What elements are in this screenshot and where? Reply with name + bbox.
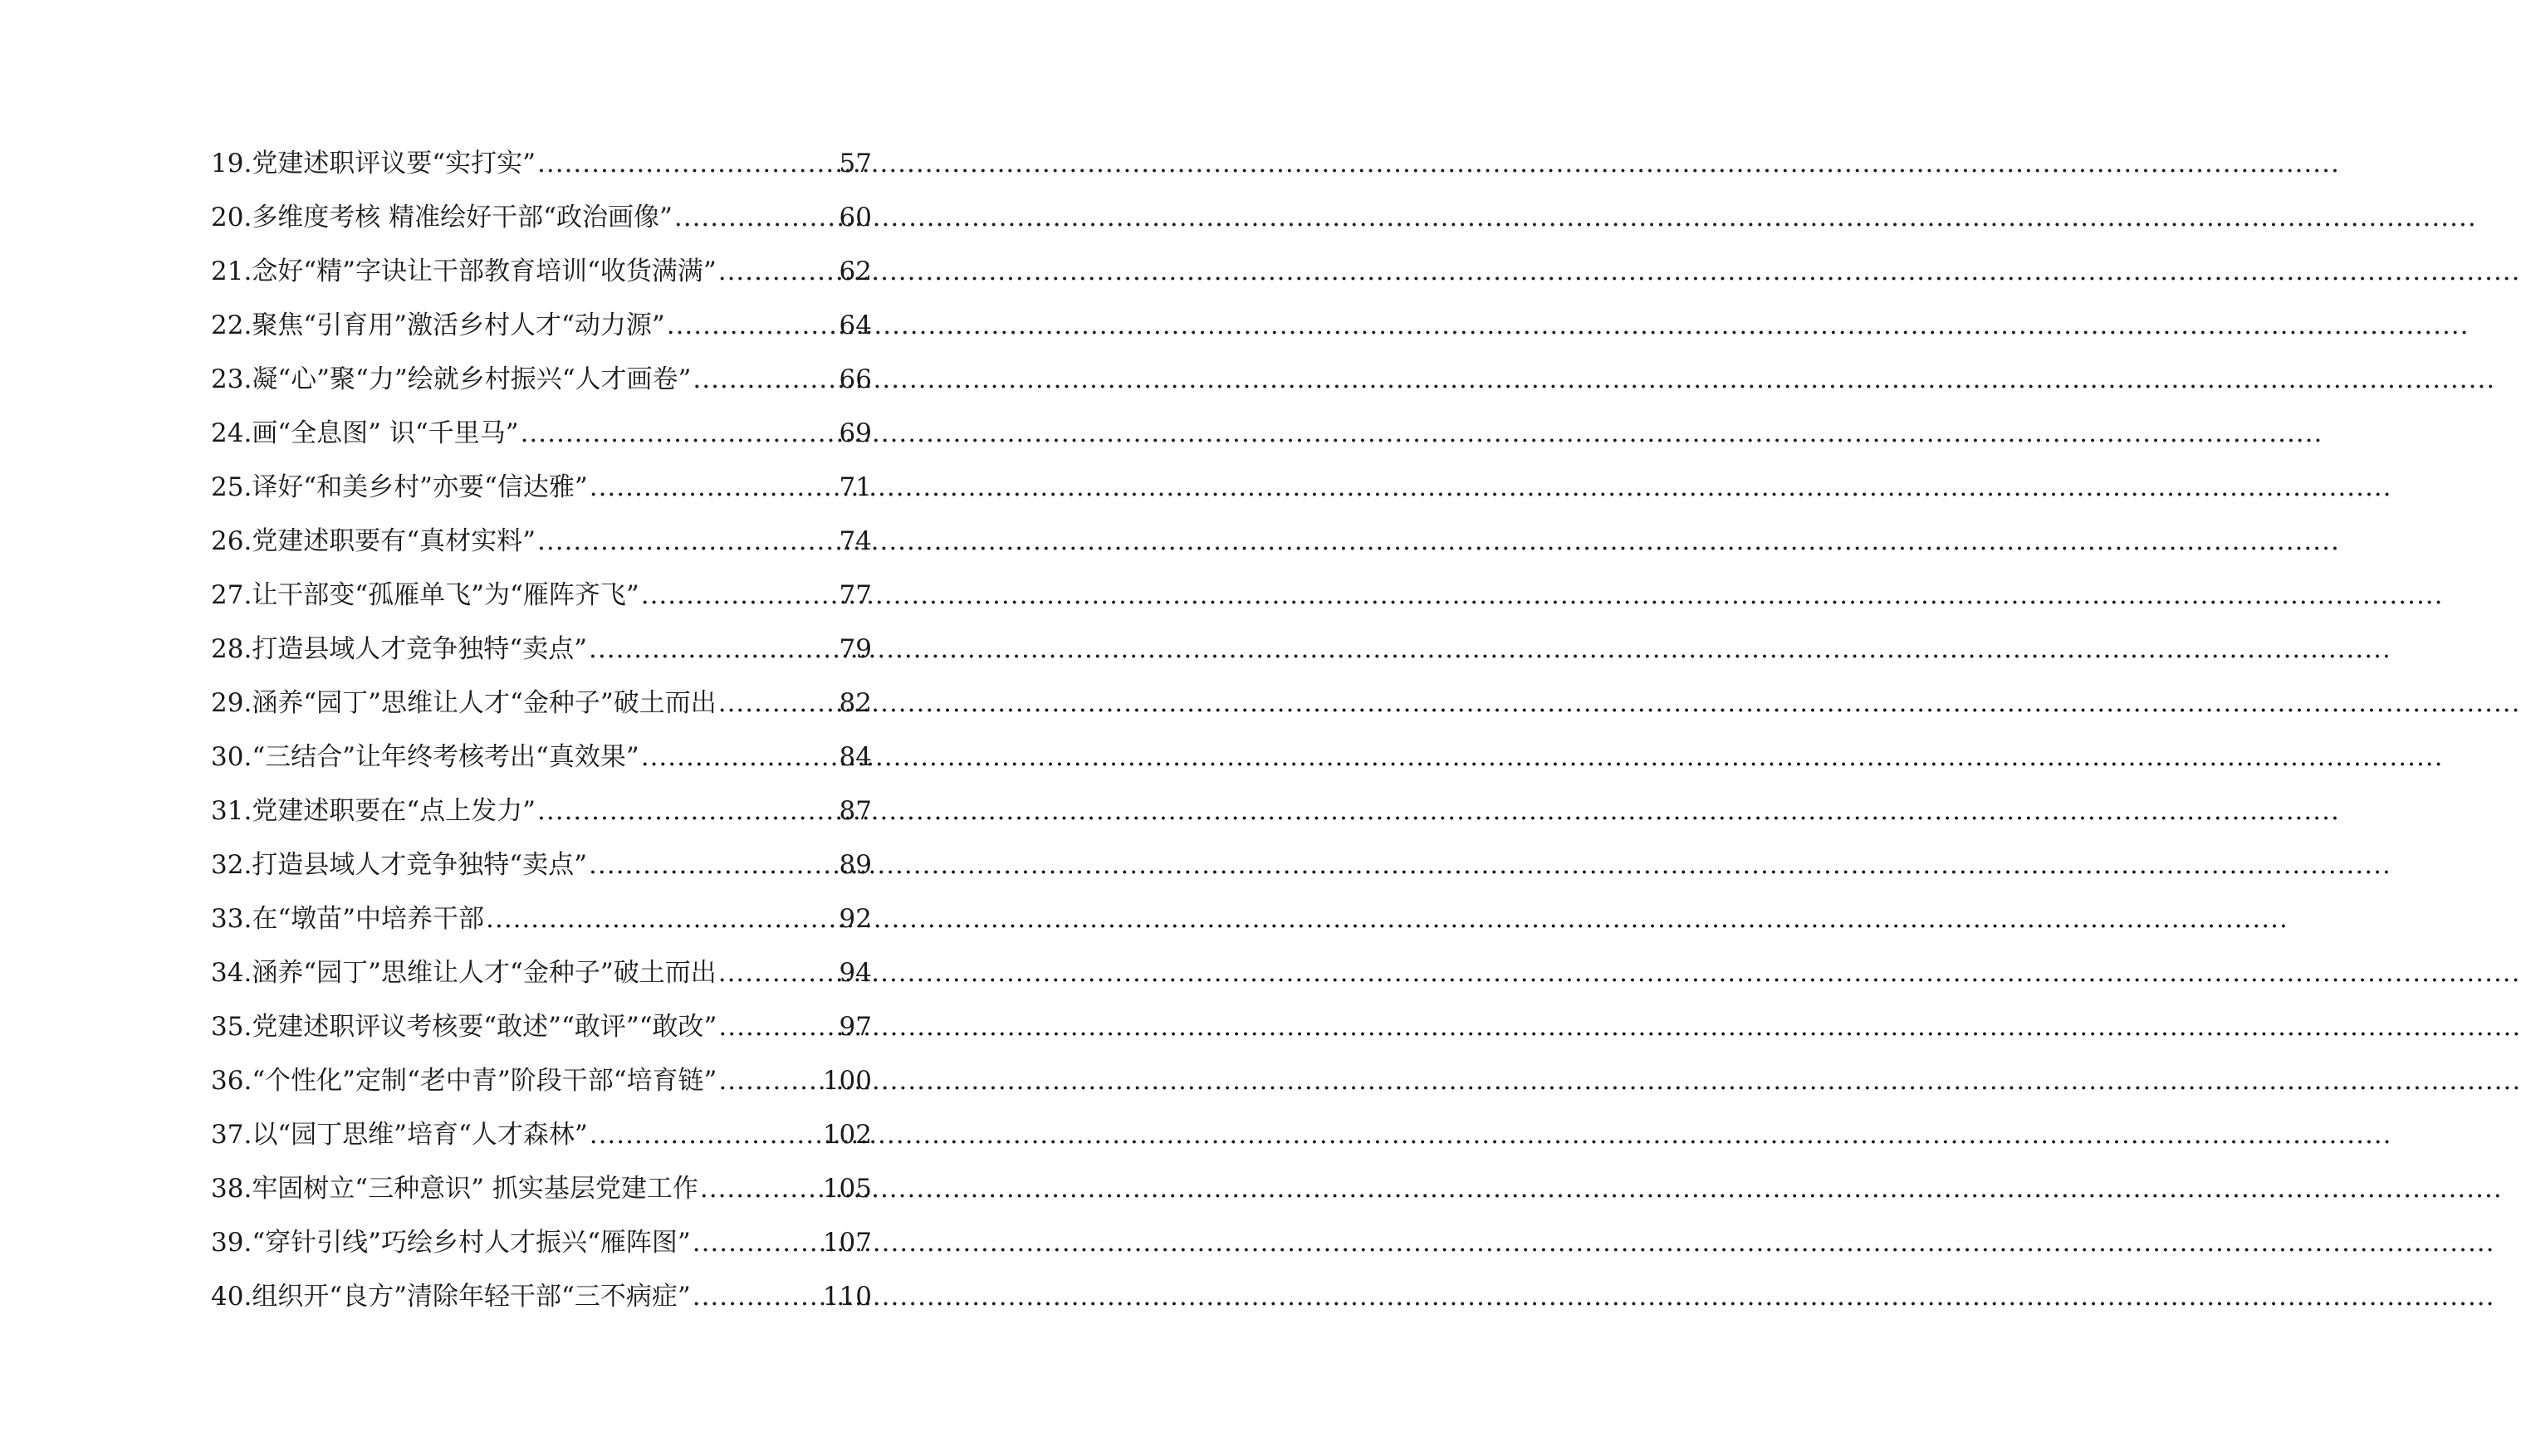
toc-entry-title: 涵养“园丁”思维让人才“金种子”破土而出 [252, 688, 717, 718]
toc-dot-leader [718, 1000, 837, 1054]
toc-entry-number: 40. [211, 1282, 252, 1312]
toc-entry-page-number: 62 [839, 257, 872, 286]
toc-entry-title: 在“墩苗”中培养干部 [252, 904, 485, 934]
toc-entry-page-number: 97 [839, 1012, 872, 1042]
toc-entry-title: 画“全息图” 识“千里马” [252, 418, 519, 448]
toc-dot-leader [674, 191, 838, 245]
toc-dot-leader [700, 1162, 821, 1216]
toc-entry-title: 党建述职评议要“实打实” [252, 149, 536, 178]
toc-dot-leader [641, 569, 838, 623]
toc-entry-number: 23. [211, 364, 252, 394]
toc-entry-page-number: 107 [822, 1228, 872, 1258]
toc-entry-title: 打造县域人才竞争独特“卖点” [252, 850, 588, 880]
toc-entry[interactable] [211, 407, 872, 461]
toc-entry-page-number: 110 [822, 1282, 872, 1312]
toc-entry-number: 30. [211, 742, 252, 772]
toc-dot-leader [718, 245, 838, 299]
toc-entry-page-number: 69 [839, 418, 872, 448]
toc-entry-number: 22. [211, 310, 252, 340]
toc-entry[interactable] [211, 461, 872, 515]
toc-entry[interactable] [211, 623, 872, 677]
toc-entry-page-number: 60 [839, 203, 872, 232]
toc-entry-number: 37. [211, 1120, 252, 1150]
toc-entry-number: 33. [211, 904, 252, 934]
toc-dot-leader [718, 946, 838, 1000]
toc-dot-leader [718, 677, 838, 730]
toc-entry[interactable] [211, 353, 872, 407]
toc-entry-number: 19. [211, 149, 252, 178]
toc-entry-page-number: 66 [839, 364, 872, 394]
toc-entry-title: 念好“精”字诀让干部教育培训“收货满满” [252, 257, 717, 286]
toc-entry-page-number: 71 [839, 472, 872, 502]
toc-entry-title: 党建述职评议考核要“敢述”“敢评”“敢改” [252, 1012, 717, 1042]
toc-dot-leader [589, 838, 838, 892]
toc-entry-number: 25. [211, 472, 252, 502]
toc-entry[interactable] [211, 569, 872, 623]
toc-entry-page-number: 74 [839, 526, 872, 556]
toc-entry-number: 34. [211, 958, 252, 988]
toc-entry-number: 26. [211, 526, 252, 556]
toc-dot-leader [693, 1270, 821, 1324]
toc-entry-page-number: 77 [839, 580, 872, 610]
toc-entry-page-number: 84 [839, 742, 872, 772]
toc-dot-leader [537, 515, 838, 569]
toc-entry-page-number: 92 [839, 904, 872, 934]
toc-entry-page-number: 100 [822, 1066, 872, 1096]
toc-entry[interactable] [211, 677, 872, 730]
toc-entry-title: “三结合”让年终考核考出“真效果” [252, 742, 639, 772]
toc-entry-number: 31. [211, 796, 252, 826]
toc-dot-leader [590, 461, 838, 515]
toc-entry[interactable] [211, 892, 872, 946]
toc-dot-leader [537, 784, 838, 838]
toc-entry-number: 39. [211, 1228, 252, 1258]
toc-entry-number: 29. [211, 688, 252, 718]
toc-entry[interactable] [211, 245, 872, 299]
toc-entry-number: 35. [211, 1012, 252, 1042]
toc-dot-leader [693, 1216, 821, 1270]
toc-entry-title: 涵养“园丁”思维让人才“金种子”破土而出 [252, 958, 717, 988]
toc-entry-title: “穿针引线”巧绘乡村人才振兴“雁阵图” [252, 1228, 691, 1258]
toc-entry[interactable] [211, 1216, 872, 1270]
toc-dot-leader [718, 1054, 820, 1108]
toc-entry-title: 凝“心”聚“力”绘就乡村振兴“人才画卷” [252, 364, 692, 394]
toc-entry-page-number: 57 [839, 149, 872, 178]
toc-entry[interactable] [211, 515, 872, 569]
toc-entry-number: 38. [211, 1174, 252, 1204]
toc-dot-leader [521, 407, 838, 461]
toc-dot-leader [486, 892, 838, 946]
toc-dot-leader [590, 1108, 821, 1162]
toc-entry-title: 聚焦“引育用”激活乡村人才“动力源” [252, 310, 665, 340]
toc-dot-leader [589, 623, 838, 677]
toc-entry[interactable] [211, 946, 872, 1000]
toc-entry[interactable] [211, 784, 872, 838]
toc-entry-page-number: 102 [822, 1120, 872, 1150]
toc-entry-title: 让干部变“孤雁单飞”为“雁阵齐飞” [252, 580, 639, 610]
toc-dot-leader [537, 137, 838, 191]
toc-entry-title: 牢固树立“三种意识” 抓实基层党建工作 [252, 1174, 698, 1204]
toc-dot-leader [667, 299, 838, 353]
toc-entry-page-number: 94 [839, 958, 872, 988]
toc-entry-number: 20. [211, 203, 252, 232]
toc-entry-number: 32. [211, 850, 252, 880]
toc-entry[interactable] [211, 299, 872, 353]
toc-entry-page-number: 89 [839, 850, 872, 880]
toc-entry-title: 党建述职要在“点上发力” [252, 796, 536, 826]
toc-entry[interactable] [211, 730, 872, 784]
toc-entry[interactable] [211, 1270, 872, 1324]
toc-entry-title: 组织开“良方”清除年轻干部“三不病症” [252, 1282, 691, 1312]
toc-entry-page-number: 105 [822, 1174, 872, 1204]
table-of-contents [211, 137, 872, 1324]
toc-dot-leader [641, 730, 838, 784]
toc-entry-page-number: 87 [839, 796, 872, 826]
toc-entry-number: 21. [211, 257, 252, 286]
toc-entry[interactable] [211, 137, 872, 191]
toc-entry-title: 以“园丁思维”培育“人才森林” [252, 1120, 588, 1150]
toc-entry-title: 译好“和美乡村”亦要“信达雅” [252, 472, 588, 502]
toc-entry-number: 27. [211, 580, 252, 610]
toc-entry[interactable] [211, 1108, 872, 1162]
toc-entry[interactable] [211, 1162, 872, 1216]
toc-entry[interactable] [211, 1000, 872, 1054]
toc-entry-title: 党建述职要有“真材实料” [252, 526, 536, 556]
toc-entry[interactable] [211, 838, 872, 892]
toc-entry-title: 多维度考核 精准绘好干部“政治画像” [252, 203, 673, 232]
toc-entry-title: “个性化”定制“老中青”阶段干部“培育链” [252, 1066, 717, 1096]
toc-entry-page-number: 64 [839, 310, 872, 340]
toc-entry-page-number: 79 [839, 634, 872, 664]
toc-entry-number: 28. [211, 634, 252, 664]
toc-entry-page-number: 82 [839, 688, 872, 718]
toc-entry-title: 打造县域人才竞争独特“卖点” [252, 634, 588, 664]
toc-entry-number: 36. [211, 1066, 252, 1096]
toc-dot-leader [693, 353, 837, 407]
toc-entry-number: 24. [211, 418, 252, 448]
toc-entry[interactable] [211, 1054, 872, 1108]
toc-entry[interactable] [211, 191, 872, 245]
